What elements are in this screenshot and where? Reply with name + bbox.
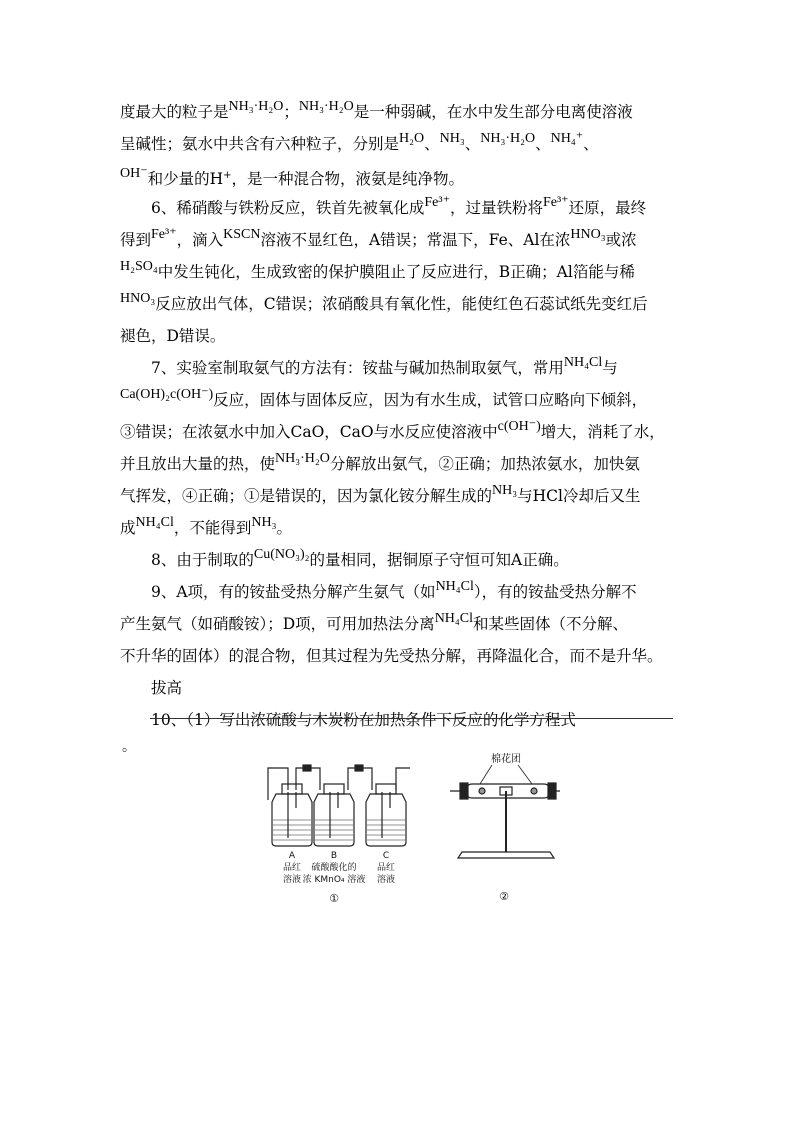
answer-end-mark: 。 [122,739,136,755]
text-line: HNO₃反应放出气体，C错误；浓硝酸具有氧化性，能使红色石蕊试纸先变红后 [120,291,648,313]
bottle-c-label-2: 溶液 [376,875,396,885]
text-line: 产生氨气（如硝酸铵）；D项，可用加热法分离NH₄Cl和某些固体（不分解、 [120,611,629,633]
answer-text-block [120,96,685,736]
text-line: 褪色，D错误。 [120,327,226,345]
text-line: H₂SO₄中发生钝化，生成致密的保护膜阻止了反应进行，B正确；Al箔能与稀 [120,259,635,281]
answer-blank-line [150,718,673,719]
outlet-tube [396,768,410,790]
stopper-right [548,783,556,799]
bottle-a-letter: A [288,851,296,861]
figure-1-wash-bottles [262,762,412,910]
text-line: 不升华的固体）的混合物，但其过程为先受热分解，再降温化合，而不是升华。 [120,647,663,665]
section-heading: 拔高 [151,679,183,697]
bottle-a [272,784,312,846]
text-line: 成NH₄Cl，不能得到NH₃。 [120,515,292,537]
text-line: 9、A项，有的铵盐受热分解产生氨气（如NH₄Cl），有的铵盐受热分解不 [151,579,637,601]
text-line: Ca(OH)₂c(OH⁻)反应，固体与固体反应，因为有水生成，试管口应略向下倾斜， [120,387,648,409]
bottle-c-letter: C [382,851,390,861]
bottle-c [366,784,406,846]
bottle-a-label-2: 溶液 [282,875,302,885]
question-prompt: 10、（1）写出浓硫酸与木炭粉在加热条件下反应的化学方程式 [151,711,576,729]
stand-base [458,852,554,858]
text-line: 7、实验室制取氨气的方法有：铵盐与碱加热制取氨气，常用NH₄Cl与 [151,355,618,377]
bottle-a-label-1: 品红 [282,863,302,873]
figure-1-caption: ① [329,892,339,905]
figure-2-heating-apparatus [448,748,560,908]
text-line: 呈碱性；氨水中共含有六种粒子，分别是H₂O、NH₃、NH₃·H₂O、NH₄⁺、 [120,131,599,153]
text-line: OH⁻和少量的H+，是一种混合物，液氨是纯净物。 [120,166,465,188]
text-line: 得到Fe³⁺，滴入KSCN溶液不显红色，A错误；常温下，Fe、Al在浓HNO₃或浓 [120,227,637,249]
clamp-bc [355,765,363,771]
text-line: 并且放出大量的热，使NH₃·H₂O分解放出氨气，②正确；加热浓氨水，加快氨 [120,451,640,473]
clamp-ab [303,765,311,771]
stopper-left [460,783,468,799]
text-line: 气挥发，④正确；①是错误的，因为氯化铵分解生成的NH₃与HCl冷却后又生 [120,483,641,505]
text-line: 8、由于制取的Cu(NO₃)₂的量相同，据铜原子守恒可知A正确。 [151,547,569,569]
bottle-b-label-1: 硫酸酸化的 [311,863,357,873]
bottle-c-label-1: 品红 [376,863,396,873]
cotton-ball-label: 棉花团 [491,754,521,765]
bottle-b-letter: B [330,851,338,861]
text-line: ③错误；在浓氨水中加入CaO，CaO与水反应使溶液中c(OH⁻)增大，消耗了水， [120,419,665,441]
bottle-b [314,784,354,846]
figure-2-caption: ② [499,890,509,903]
cotton-ball [479,788,485,794]
bottle-b-label-2: 浓 KMnO₄ 溶液 [302,875,366,885]
cotton-ball [531,788,537,794]
text-line: 6、稀硝酸与铁粉反应，铁首先被氧化成Fe³⁺，过量铁粉将Fe³⁺还原，最终 [151,195,647,217]
label-pointer [480,765,532,784]
text-line: 度最大的粒子是NH₃·H₂O；NH₃·H₂O是一种弱碱，在水中发生部分电离使溶液 [120,99,633,121]
